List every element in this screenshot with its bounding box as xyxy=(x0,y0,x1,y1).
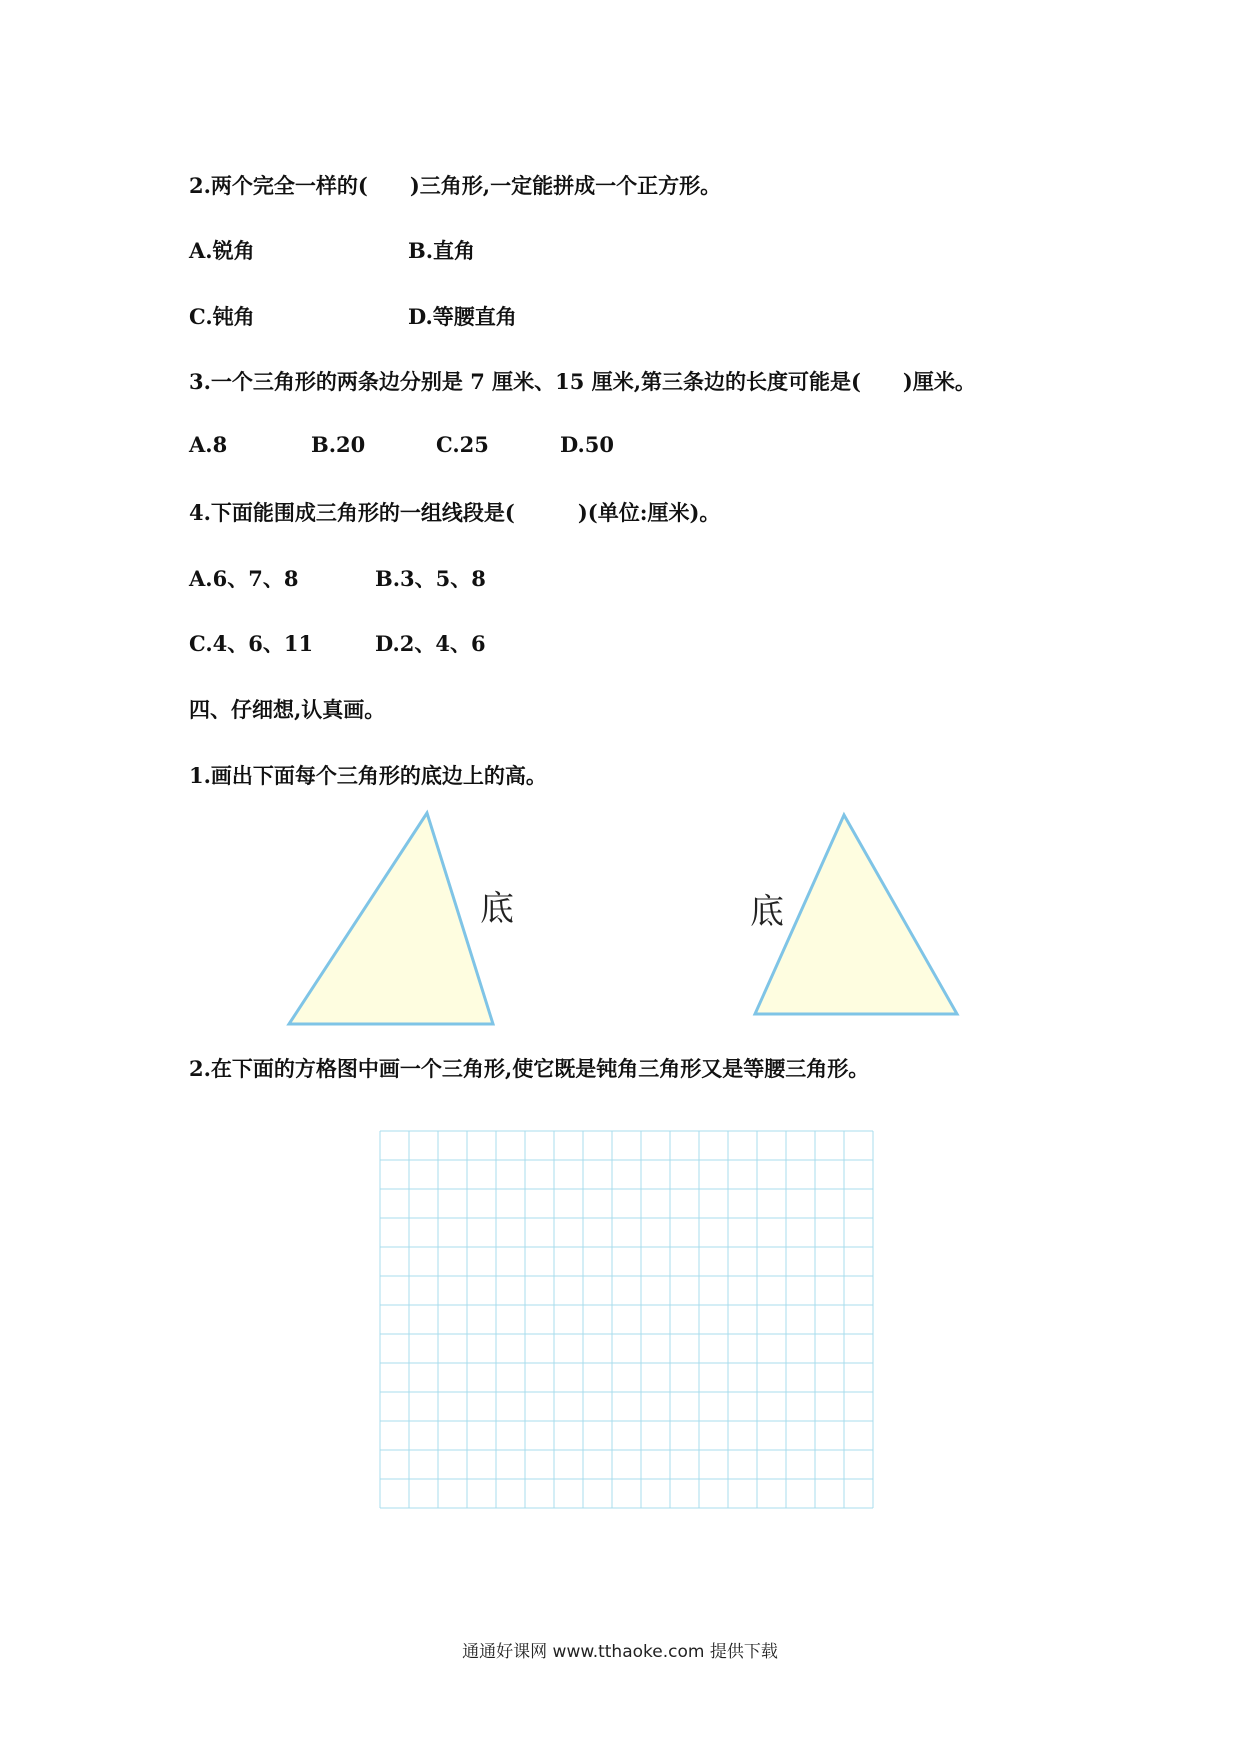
grid-paper xyxy=(380,1131,873,1508)
left-base-label: 底 xyxy=(480,889,514,929)
left-triangle xyxy=(289,813,493,1024)
q2-option-b: B.直角 xyxy=(408,238,476,263)
footer-text: 通通好课网 www.tthaoke.com 提供下载 xyxy=(462,1642,778,1662)
s4-q2-stem: 2.在下面的方格图中画一个三角形,使它既是钝角三角形又是等腰三角形。 xyxy=(189,1056,870,1081)
right-triangle xyxy=(755,815,957,1014)
q3-option-c: C.25 xyxy=(436,432,489,457)
q4-option-c: C.4、6、11 xyxy=(189,631,314,656)
q3-option-b: B.20 xyxy=(311,432,366,457)
q2-stem: 2.两个完全一样的( )三角形,一定能拼成一个正方形。 xyxy=(189,173,722,198)
q4-option-d: D.2、4、6 xyxy=(375,631,486,656)
q3-option-a: A.8 xyxy=(189,432,228,457)
q3-stem: 3.一个三角形的两条边分别是 7 厘米、15 厘米,第三条边的长度可能是( )厘米。 xyxy=(189,369,976,394)
q3-option-d: D.50 xyxy=(560,432,614,457)
q4-option-b: B.3、5、8 xyxy=(375,566,486,591)
q2-option-a: A.锐角 xyxy=(189,238,255,263)
q4-option-a: A.6、7、8 xyxy=(189,566,299,591)
s4-q1-stem: 1.画出下面每个三角形的底边上的高。 xyxy=(189,763,547,788)
q2-option-c: C.钝角 xyxy=(189,304,255,329)
q4-stem: 4.下面能围成三角形的一组线段是( )(单位:厘米)。 xyxy=(189,500,721,525)
section-4-title: 四、仔细想,认真画。 xyxy=(189,697,386,722)
right-base-label: 底 xyxy=(750,892,784,932)
q2-option-d: D.等腰直角 xyxy=(408,304,517,329)
